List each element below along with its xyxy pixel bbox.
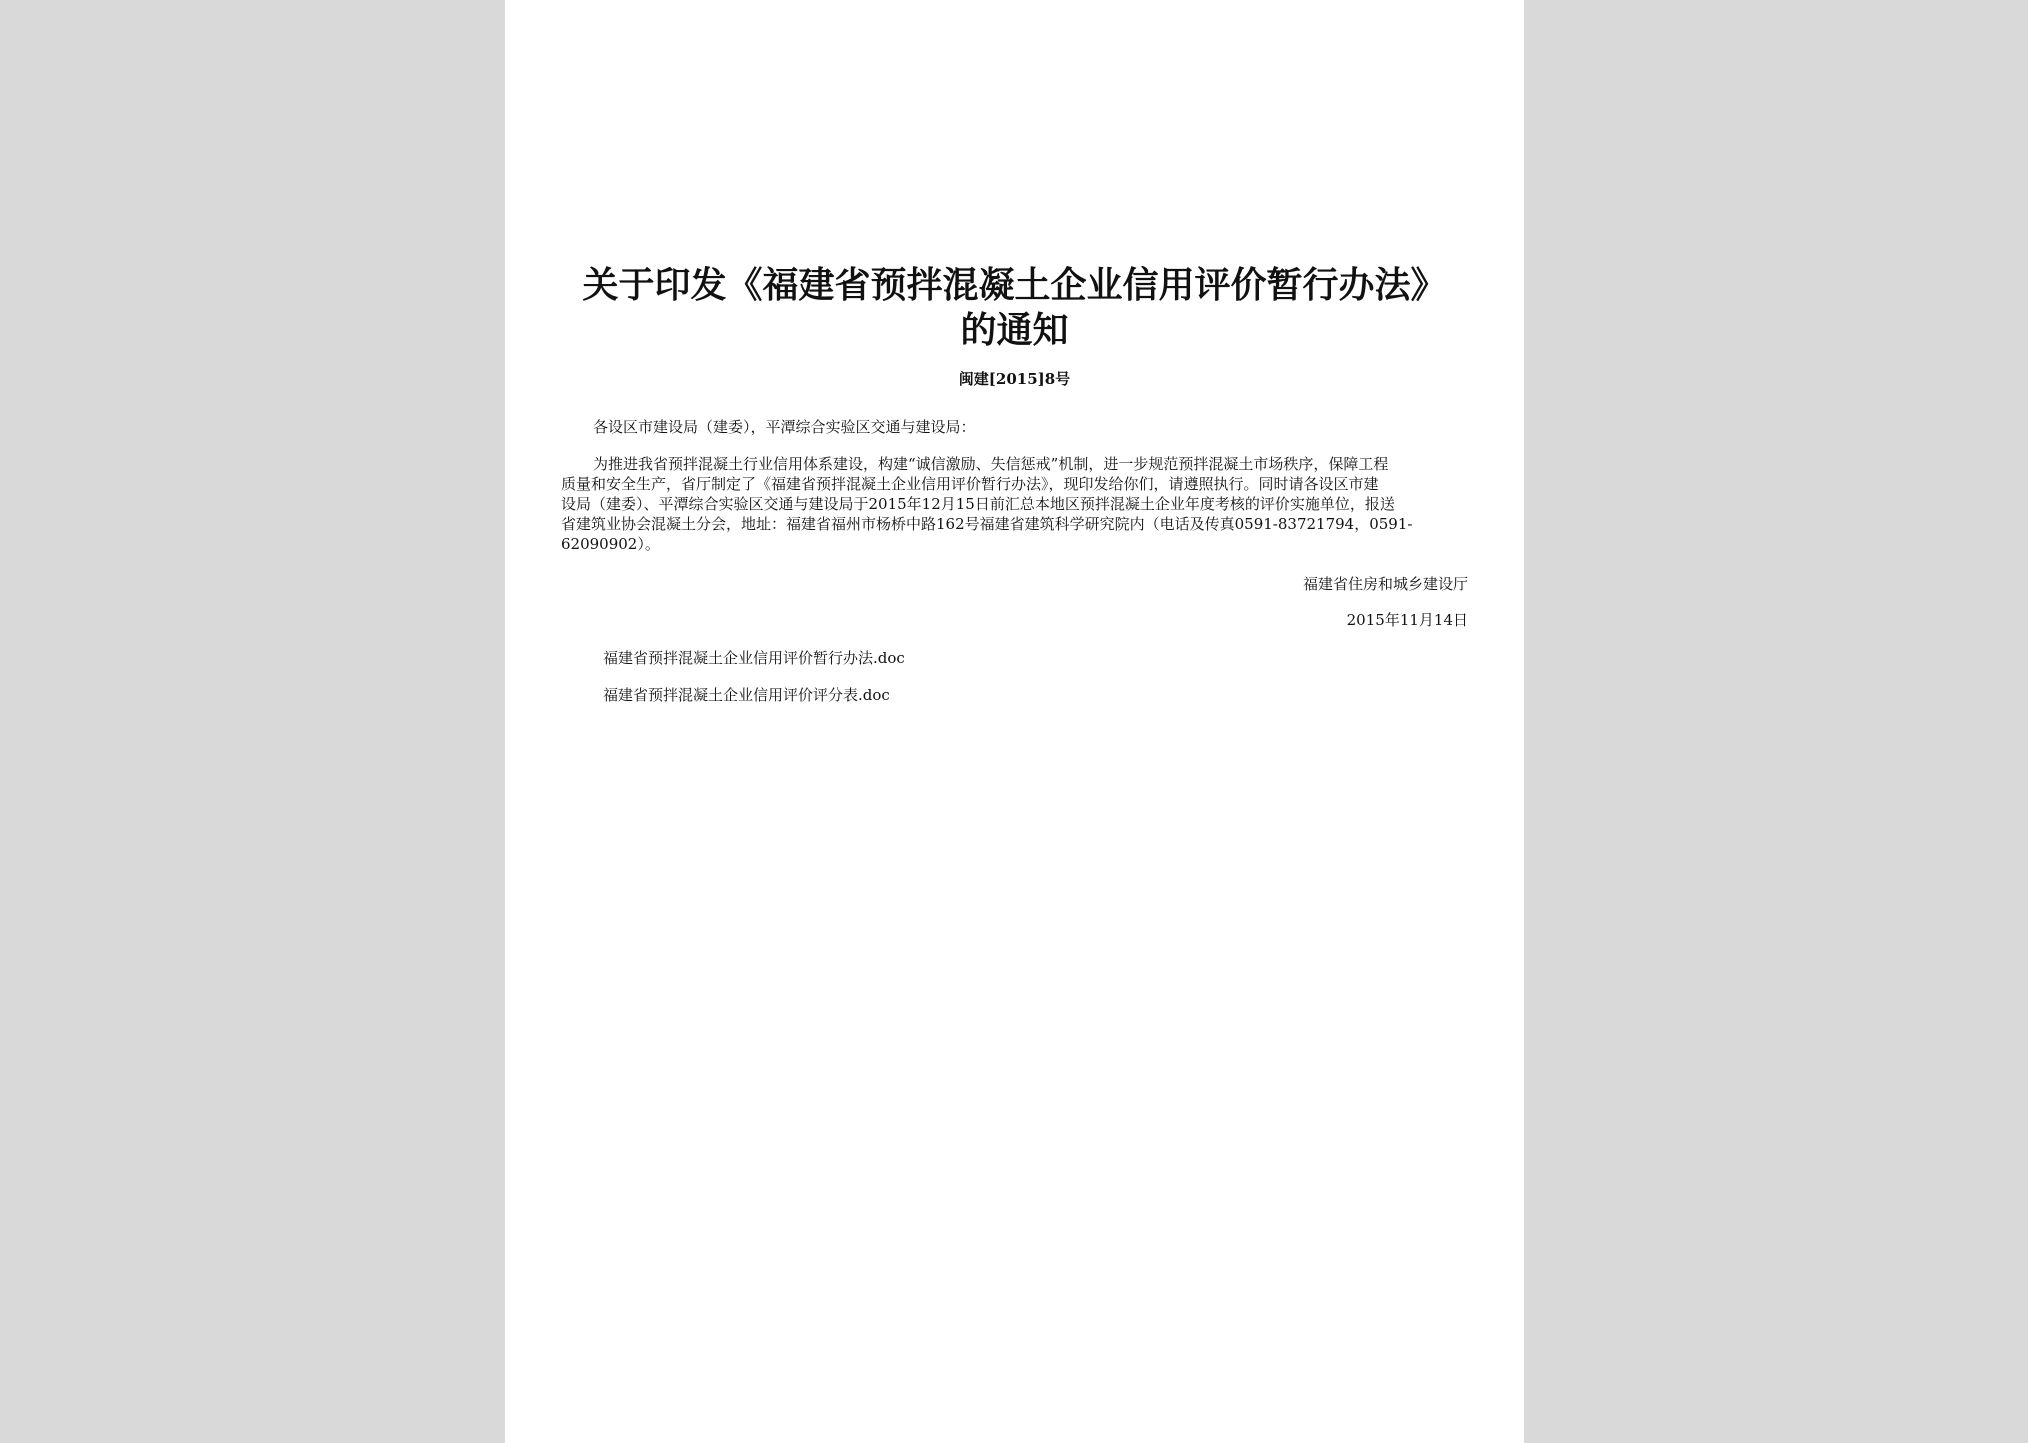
issue-date: 2015年11月14日 bbox=[1346, 611, 1468, 629]
issuer: 福建省住房和城乡建设厅 bbox=[1302, 575, 1468, 593]
document-title-line-2: 的通知 bbox=[960, 309, 1069, 351]
body-line-1: 为推进我省预拌混凝土行业信用体系建设，构建“诚信激励、失信惩戒”机制，进一步规范预拌混凝土市场秩序，保障工程 bbox=[593, 455, 1389, 473]
body-line-4: 省建筑业协会混凝土分会，地址：福建省福州市杨桥中路162号福建省建筑科学研究院内（电话及传真0591-83721794，0591- bbox=[561, 515, 1413, 533]
document-page bbox=[505, 0, 1524, 1443]
document-number: 闽建[2015]8号 bbox=[958, 370, 1071, 388]
salutation: 各设区市建设局（建委），平潭综合实验区交通与建设局： bbox=[593, 418, 976, 436]
attachment-link-2[interactable]: 福建省预拌混凝土企业信用评价评分表.doc bbox=[603, 686, 890, 704]
attachment-link-1[interactable]: 福建省预拌混凝土企业信用评价暂行办法.doc bbox=[603, 649, 905, 667]
body-line-2: 质量和安全生产，省厅制定了《福建省预拌混凝土企业信用评价暂行办法》，现印发给你们，请遵照执行。同时请各设区市建 bbox=[561, 475, 1379, 493]
body-line-3: 设局（建委）、平潭综合实验区交通与建设局于2015年12月15日前汇总本地区预拌混凝土企业年度考核的评价实施单位，报送 bbox=[561, 495, 1395, 513]
document-title-line-1: 关于印发《福建省预拌混凝土企业信用评价暂行办法》 bbox=[582, 264, 1447, 306]
body-line-5: 62090902）。 bbox=[561, 535, 660, 553]
